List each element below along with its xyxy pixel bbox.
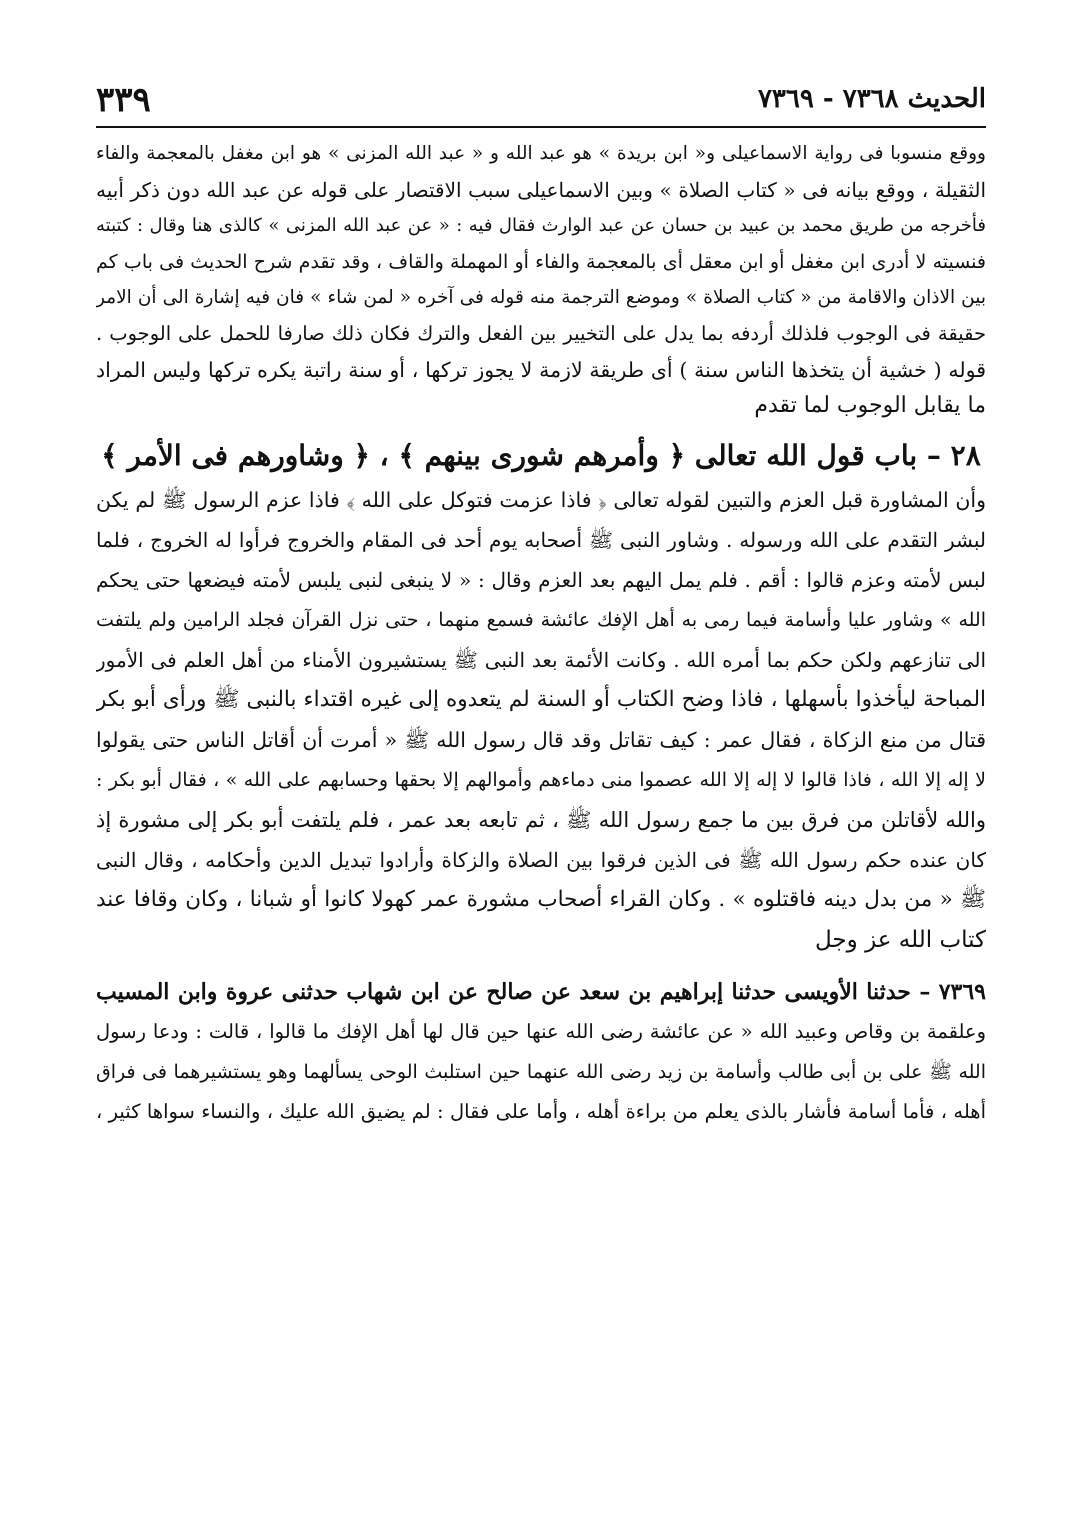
hadith-line: أهله ، فأما أسامة فأشار بالذى يعلم من براءة أهله ، وأما على فقال : لم يضيق الله عليك ، والنساء سواها كثير ، [96, 1100, 986, 1123]
chapter-text-line: كان عنده حكم رسول الله ﷺ فى الذين فرقوا بين الصلاة والزكاة وأرادوا تبديل الدين وأحكامه ، وقال النبى [96, 848, 986, 872]
commentary-line: ما يقابل الوجوب لما تقدم [754, 393, 986, 418]
chapter-text-line: ﷺ « من بدل دينه فاقتلوه » . وكان القراء أصحاب مشورة عمر كهولا كانوا أو شبانا ، وكان وقافا عند [96, 887, 986, 912]
page-number: ٣٣٩ [96, 80, 151, 120]
chapter-text-line: الى تنازعهم ولكن حكم بما أمره الله . وكانت الأئمة بعد النبى ﷺ يستشيرون الأمناء من أهل العلم فى الأمور [96, 648, 986, 672]
section-gap [96, 960, 986, 972]
chapter-heading: ٢٨ – باب قول الله تعالى ﴿ وأمرهم شورى بينهم ﴾ ، ﴿ وشاورهم فى الأمر ﴾ [101, 439, 981, 472]
chapter-text-line: والله لأقاتلن من فرق بين ما جمع رسول الله ﷺ ، ثم تابعه بعد عمر ، فلم يلتفت أبو بكر إلى مشورة إذ [96, 808, 986, 832]
running-title: الحديث ٧٣٦٨ - ٧٣٦٩ [757, 84, 986, 114]
book-page [96, 80, 986, 1132]
chapter-text-line: وأن المشاورة قبل العزم والتبين لقوله تعالى ﴿ فاذا عزمت فتوكل على الله ﴾ فاذا عزم الرسول ﷺ لم يكن [96, 488, 986, 512]
commentary-line: فنسيته لا أدرى ابن مغفل أو ابن معقل أى بالمعجمة والفاء أو المهملة والقاف ، وقد تقدم شرح الحديث فى باب كم [96, 251, 986, 273]
hadith-line: ٧٣٦٩ – حدثنا الأويسى حدثنا إبراهيم بن سعد عن صالح عن ابن شهاب حدثنى عروة وابن المسيب [96, 979, 986, 1005]
chapter-text-line: لبشر التقدم على الله ورسوله . وشاور النبى ﷺ أصحابه يوم أحد فى المقام والخروج فرأوا له الخروج ، فلما [96, 528, 986, 552]
chapter-text-block [96, 480, 986, 960]
page-header [96, 80, 986, 126]
hadith-line: وعلقمة بن وقاص وعبيد الله « عن عائشة رضى الله عنها حين قال لها أهل الإفك ما قالوا ، قالت : ودعا رسول [96, 1020, 986, 1043]
commentary-line: الثقيلة ، ووقع بيانه فى « كتاب الصلاة » وبين الاسماعيلى سبب الاقتصار على قوله عن عبد الله دون ذكر أبيه [96, 178, 986, 202]
commentary-line: بين الاذان والاقامة من « كتاب الصلاة » وموضع الترجمة منه قوله فى آخره « لمن شاء » فان فيه إشارة الى أن الامر [96, 287, 986, 308]
chapter-text-line: الله » وشاور عليا وأسامة فيما رمى به أهل الإفك عائشة فسمع منهما ، حتى نزل القرآن فجلد الرامين ولم يلتفت [96, 609, 986, 631]
chapter-text-line: المباحة ليأخذوا بأسهلها ، فاذا وضح الكتاب أو السنة لم يتعدوه إلى غيره اقتداء بالنبى ﷺ ورأى أبو بكر [96, 687, 986, 712]
chapter-text-line: لبس لأمته وعزم قالوا : أقم . فلم يمل اليهم بعد العزم وقال : « لا ينبغى لنبى يلبس لأمته فيضعها حتى يحكم [96, 568, 986, 592]
commentary-line: قوله ( خشية أن يتخذها الناس سنة ) أى طريقة لازمة لا يجوز تركها ، أو سنة راتبة يكره تركها وليس المراد [96, 358, 986, 382]
header-rule [96, 126, 986, 128]
commentary-line: ووقع منسوبا فى رواية الاسماعيلى و« ابن بريدة » هو عبد الله و « عبد الله المزنى » هو ابن مغفل بالمعجمة والفاء [96, 143, 986, 164]
commentary-block [96, 136, 986, 424]
chapter-text-line: قتال من منع الزكاة ، فقال عمر : كيف تقاتل وقد قال رسول الله ﷺ « أمرت أن أقاتل الناس حتى يقولوا [96, 728, 986, 752]
hadith-line: الله ﷺ على بن أبى طالب وأسامة بن زيد رضى الله عنهما حين استلبث الوحى يسألهما وهو يستشيرهما فى فراق [96, 1061, 986, 1083]
chapter-text-line: لا إله إلا الله ، فاذا قالوا لا إله إلا الله عصموا منى دماءهم وأموالهم إلا بحقها وحسابهم على الله » ، فقال أبو بكر : [96, 769, 986, 791]
hadith-block [96, 972, 986, 1132]
chapter-text-line: كتاب الله عز وجل [815, 927, 986, 953]
commentary-line: حقيقة فى الوجوب فلذلك أردفه بما يدل على التخيير بين الفعل والترك فكان ذلك صارفا للحمل على الوجوب . [96, 322, 986, 345]
commentary-line: فأخرجه من طريق محمد بن عبيد بن حسان عن عبد الوارث فقال فيه : « عن عبد الله المزنى » كالذى هنا وقال : كتبته [96, 215, 986, 236]
